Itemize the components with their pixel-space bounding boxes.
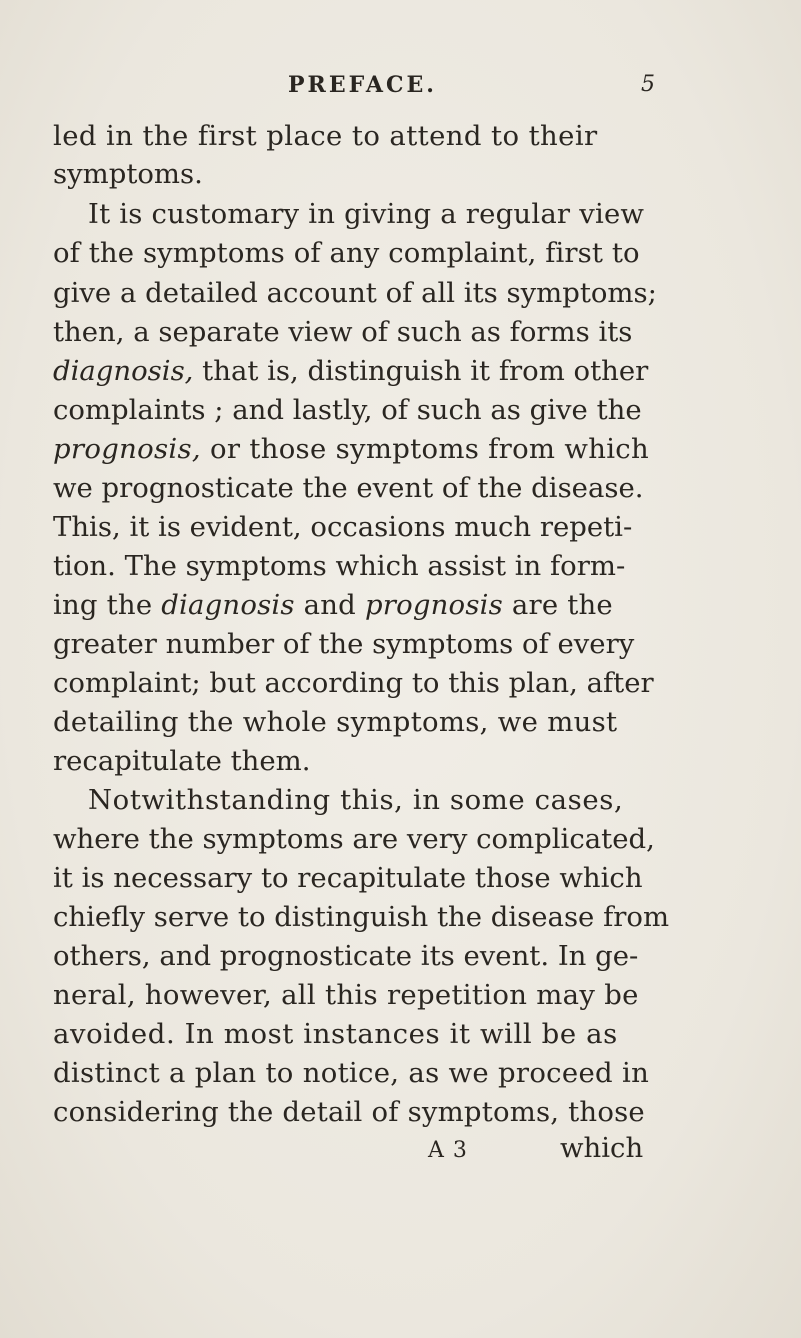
text-line	[53, 585, 613, 625]
text-line: neral, however, all this repetition may be	[53, 979, 639, 1011]
text-line: detailing the whole symptoms, we must	[53, 706, 618, 738]
text-line: symptoms.	[53, 158, 203, 190]
italic-term: prognosis,	[53, 433, 201, 465]
text-line: complaints ; and lastly, of such as give the	[53, 394, 642, 426]
page-number: 5	[641, 72, 655, 97]
text-line: others, and prognosticate its event. In ge-	[53, 940, 639, 972]
text-line	[53, 351, 648, 391]
text-line: tion. The symptoms which assist in form-	[53, 550, 626, 582]
text-line	[53, 429, 649, 469]
text-line: greater number of the symptoms of every	[53, 628, 635, 660]
text-line: Notwithstanding this, in some cases,	[88, 784, 624, 816]
catchword: which	[560, 1132, 644, 1164]
text-line: it is necessary to recapitulate those which	[53, 862, 643, 894]
text-line: led in the first place to attend to their	[53, 120, 598, 152]
text-line: It is customary in giving a regular view	[88, 198, 645, 230]
signature-mark: A 3	[428, 1138, 468, 1163]
text-line: we prognosticate the event of the disease.	[53, 472, 644, 504]
line-rest: that is, distinguish it from other	[193, 355, 649, 387]
text-line: give a detailed account of all its symptoms;	[53, 277, 657, 309]
text-line: This, it is evident, occasions much repeti-	[53, 511, 633, 543]
text-line: then, a separate view of such as forms its	[53, 316, 633, 348]
running-head: PREFACE.	[288, 72, 437, 98]
line-part: ing the	[53, 589, 162, 621]
text-line: recapitulate them.	[53, 745, 311, 777]
text-line: where the symptoms are very complicated,	[53, 823, 655, 855]
text-line: complaint; but according to this plan, after	[53, 667, 654, 699]
line-part: are the	[502, 589, 613, 621]
text-line: of the symptoms of any complaint, first to	[53, 237, 640, 269]
text-line: considering the detail of symptoms, those	[53, 1096, 645, 1128]
line-part: and	[294, 589, 365, 621]
page-header	[0, 70, 801, 106]
text-line: chiefly serve to distinguish the disease from	[53, 901, 670, 933]
italic-term: diagnosis,	[53, 355, 194, 387]
italic-term: prognosis	[364, 589, 503, 621]
italic-term: diagnosis	[161, 589, 295, 621]
text-line: distinct a plan to notice, as we proceed in	[53, 1057, 650, 1089]
line-rest: or those symptoms from which	[200, 433, 650, 465]
text-line: avoided. In most instances it will be as	[53, 1018, 618, 1050]
